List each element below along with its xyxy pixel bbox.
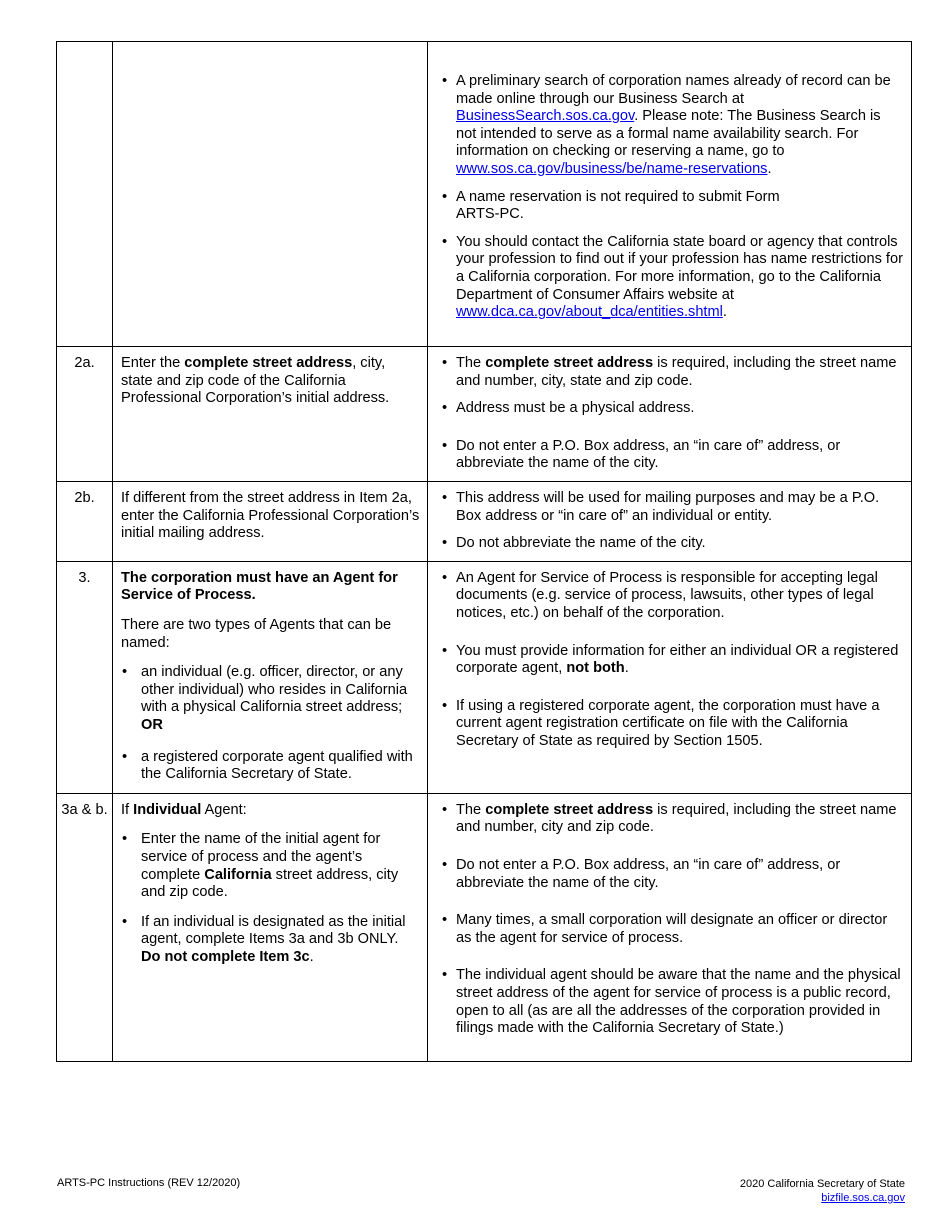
list-item: • This address will be used for mailing purposes and may be a P.O. Box address or “in care of” an individual or entity. (456, 490, 904, 525)
instruction-cell (113, 42, 428, 347)
tips-cell (428, 347, 912, 482)
tips-cell (428, 42, 912, 347)
tips-cell (428, 561, 912, 793)
dca-entities-link[interactable]: www.dca.ca.gov/about_dca/entities.shtml (456, 304, 723, 321)
list-item: • If an individual is designated as the initial agent, complete Items 3a and 3b ONLY. Do not complete Item 3c. (141, 914, 420, 967)
item-number: 2a. (74, 355, 95, 371)
instruction-cell: Enter the complete street address, city, state and zip code of the California Professional Corporation’s initial address. (113, 347, 428, 482)
bizfile-link[interactable]: bizfile.sos.ca.gov (821, 1192, 905, 1204)
list-item: • an individual (e.g. officer, director, or any other individual) who resides in California with a physical California street address; OR (141, 664, 420, 734)
tips-cell (428, 793, 912, 1061)
agent-type-heading: If Individual Agent: (121, 801, 247, 818)
instruction-cell: If different from the street address in Item 2a, enter the California Professional Corporation’s initial mailing address. (113, 481, 428, 561)
list-item: • The complete street address is required, including the street name and number, city, state and zip code. (456, 355, 904, 390)
table-row (57, 42, 912, 347)
list-item: • Do not abbreviate the name of the city. (456, 535, 904, 553)
list-item: • The complete street address is required, including the street name and number, city and zip code. (456, 802, 904, 837)
item-number: 2b. (74, 489, 95, 506)
form-revision-label: ARTS-PC Instructions (REV 12/2020) (57, 1177, 241, 1189)
list-item: • Do not enter a P.O. Box address, an “in care of” address, or abbreviate the name of the city. (456, 857, 904, 892)
list-item: • If using a registered corporate agent, the corporation must have a current agent registration certificate on file with the California Secretary of State as required by Section 1505. (456, 698, 904, 751)
item-number: 3. (78, 569, 91, 586)
tips-cell (428, 481, 912, 561)
list-item: • The individual agent should be aware that the name and the physical street address of the agent for service of process is a public record, open to all (as are all the addresses of the corporation provided in filings made with the California Secretary of State.) (456, 967, 904, 1037)
agent-heading: The corporation must have an Agent for Service of Process. (121, 569, 398, 604)
item-cell (57, 561, 113, 793)
table-row (57, 347, 912, 482)
instruction-cell (113, 561, 428, 793)
table-row (57, 481, 912, 561)
list-item: • An Agent for Service of Process is responsible for accepting legal documents (e.g. service of process, lawsuits, other types of legal notices, etc.) on behalf of the corporation. (456, 570, 904, 623)
item-cell (57, 481, 113, 561)
list-item: • Enter the name of the initial agent for service of process and the agent’s complete California street address, city and zip code. (141, 831, 420, 901)
instruction-cell (113, 793, 428, 1061)
item-cell (57, 42, 113, 347)
table-row (57, 793, 912, 1061)
name-reservations-link[interactable]: www.sos.ca.gov/business/be/name-reservations (456, 160, 768, 177)
item-number: 3a & b. (61, 801, 108, 818)
table-row (57, 561, 912, 793)
instructions-table (56, 41, 912, 1062)
copyright-text: 2020 California Secretary of State (739, 1178, 905, 1190)
list-item: • Do not enter a P.O. Box address, an “in care of” address, or abbreviate the name of the city. (456, 438, 904, 473)
list-item: • You must provide information for either an individual OR a registered corporate agent, not both. (456, 643, 904, 678)
list-item: • A name reservation is not required to submit Form ARTS-PC. (456, 189, 904, 224)
list-item: • A preliminary search of corporation names already of record can be made online through our Business Search at BusinessSearch.sos.ca.gov. Please note: The Business Search is not intended to serve as a formal name availability search. For information on checking or reserving a name, go to www.sos.ca.gov/business/be/name-reservations. (456, 73, 904, 179)
list-item: • Many times, a small corporation will designate an officer or director as the agent for service of process. (456, 912, 904, 947)
list-item: • Address must be a physical address. (456, 400, 904, 418)
list-item: • a registered corporate agent qualified with the California Secretary of State. (141, 749, 420, 784)
list-item: • You should contact the California state board or agency that controls your profession to find out if your profession has name restrictions for a California corporation. For more information, go to the California Department of Consumer Affairs website at www.dca.ca.gov/about_dca/entities.shtml. (456, 234, 904, 322)
footer-credit (740, 1177, 905, 1205)
agent-intro: There are two types of Agents that can be named: (121, 616, 392, 651)
business-search-link[interactable]: BusinessSearch.sos.ca.gov (456, 108, 635, 125)
item-cell (57, 347, 113, 482)
item-cell (57, 793, 113, 1061)
